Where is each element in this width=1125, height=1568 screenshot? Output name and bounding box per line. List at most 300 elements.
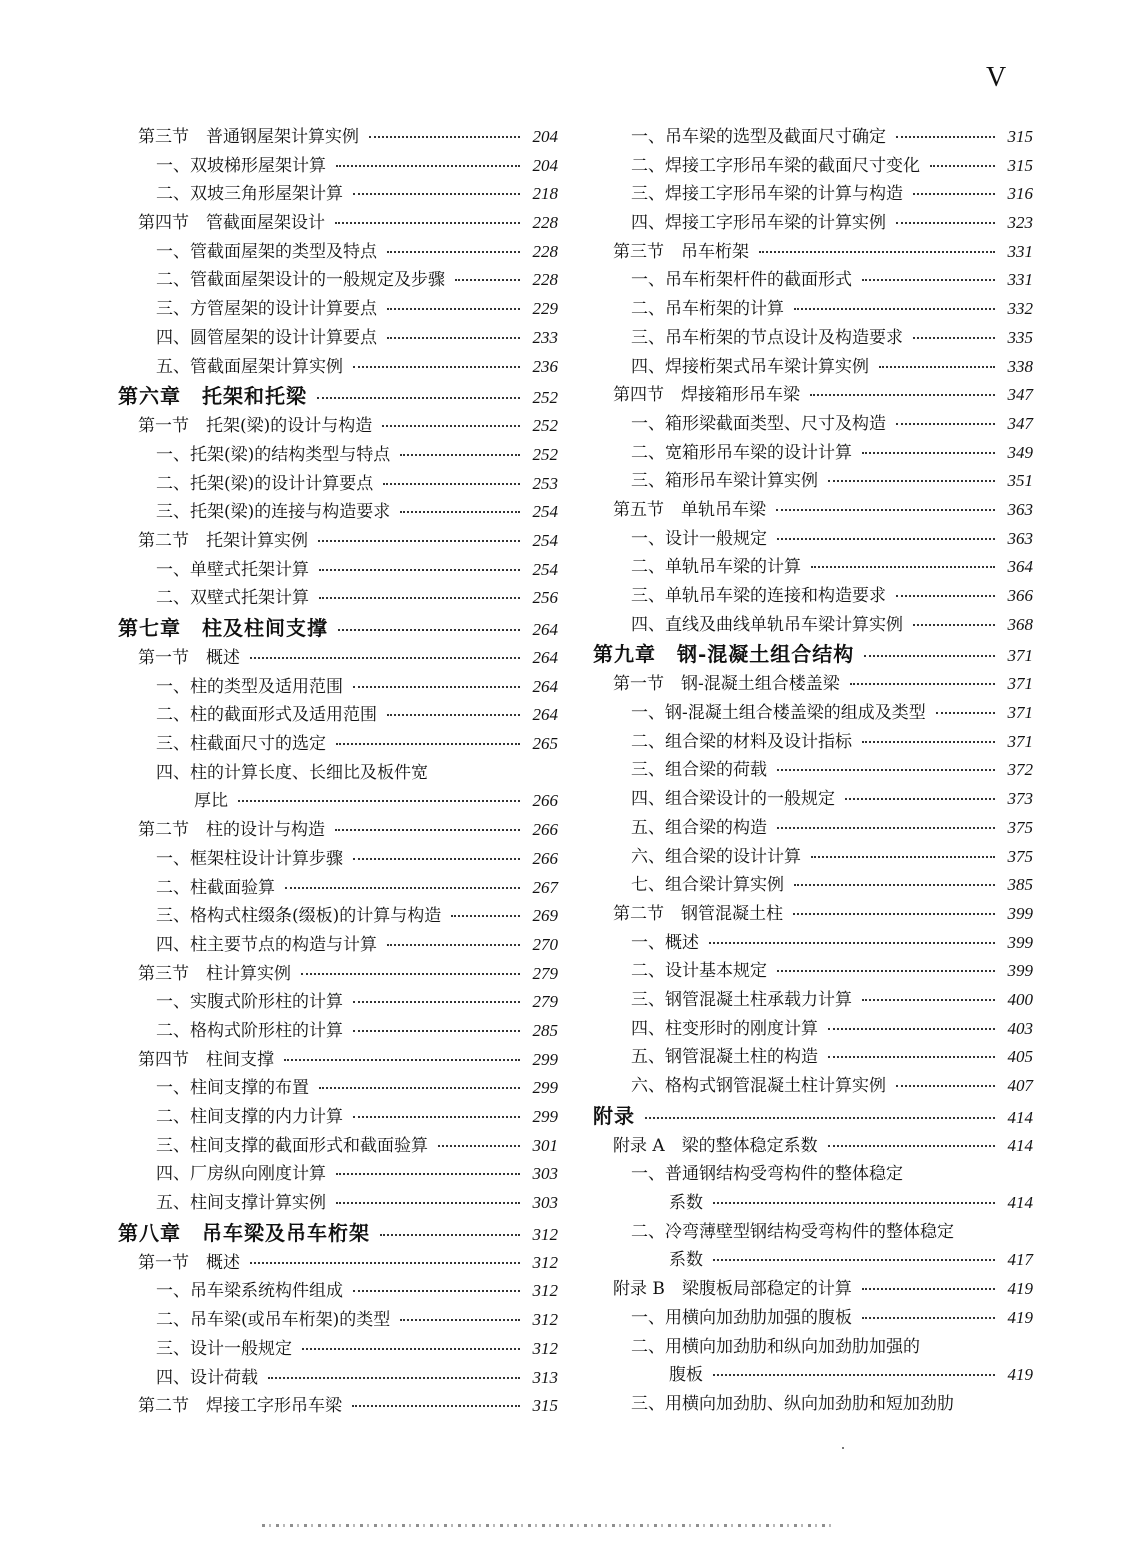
toc-entry-title: 第一节 托架(梁)的设计与构造 [138,416,373,437]
toc-entry-section [593,380,1033,409]
dot-leader [387,308,520,310]
dot-leader [811,566,995,568]
toc-entry-title: 七、组合梁计算实例 [631,875,784,896]
toc-entry-page-number: 269 [532,906,558,926]
dot-leader [353,858,520,860]
toc-entry-title: 四、焊接桁架式吊车梁计算实例 [631,356,869,377]
dot-leader [896,136,995,138]
toc-entry-title: 五、柱间支撑计算实例 [156,1193,326,1214]
toc-entry-title: 第一节 概述 [138,648,240,668]
dot-leader [862,1317,995,1319]
toc-entry-page-number: 254 [532,502,558,522]
dot-leader [336,165,520,167]
dot-leader [353,1290,520,1292]
toc-entry-page-number: 419 [1007,1279,1033,1299]
dot-leader [319,597,520,599]
toc-entry-title: 附录 [593,1103,635,1128]
toc-entry-page-number: 313 [532,1367,558,1387]
toc-entry-page-number: 312 [532,1338,558,1358]
toc-entry-page-number: 266 [532,820,558,840]
toc-entry-title: 一、设计一般规定 [631,528,767,549]
toc-entry-section [118,411,558,440]
toc-entry-item [118,930,558,959]
toc-entry-item [593,870,1033,899]
toc-entry-title: 四、直线及曲线单轨吊车梁计算实例 [631,614,903,635]
toc-entry-title: 第二节 托架计算实例 [138,530,308,551]
toc-entry-item [118,497,558,526]
toc-entry-title: 第三节 吊车桁架 [613,241,749,262]
toc-entry-title: 三、柱间支撑的截面形式和截面验算 [156,1135,428,1156]
toc-entry-item [118,700,558,729]
toc-entry-page-number: 204 [532,155,558,175]
toc-entry-page-number: 368 [1007,614,1033,634]
toc-entry-title: 三、箱形吊车梁计算实例 [631,471,818,492]
toc-entry-title: 四、组合梁设计的一般规定 [631,789,835,810]
toc-entry-item [118,1102,558,1131]
toc-entry-item [118,265,558,294]
toc-entry-page-number: 316 [1007,184,1033,204]
toc-entry-page-number: 347 [1007,413,1033,433]
toc-entry-item [593,323,1033,352]
toc-entry-item [593,698,1033,727]
toc-entry-appitem [593,1332,1033,1361]
toc-entry-title: 第五节 单轨吊车梁 [613,499,766,520]
toc-entry-title: 一、吊车桁架杆件的截面形式 [631,270,852,291]
dot-leader [777,827,995,829]
toc-entry-page-number: 236 [532,356,558,376]
toc-entry-title: 四、圆管屋架的设计计算要点 [156,327,377,348]
toc-entry-item [593,610,1033,639]
toc-entry-page-number: 270 [532,934,558,954]
dot-leader [400,1319,520,1321]
toc-left-column [118,122,558,1420]
toc-entry-item [118,151,558,180]
toc-entry-title: 一、钢-混凝土组合楼盖梁的组成及类型 [631,703,926,724]
toc-entry-title: 第二节 柱的设计与构造 [138,820,325,841]
toc-entry-item [593,956,1033,985]
toc-entry-title: 一、普通钢结构受弯构件的整体稳定 [631,1164,903,1185]
toc-entry-title: 第二节 钢管混凝土柱 [613,903,783,924]
toc-entry-page-number: 351 [1007,471,1033,491]
toc-entry-title: 一、托架(梁)的结构类型与特点 [156,444,391,465]
dot-leader [238,800,520,802]
toc-entry-page-number: 312 [532,1281,558,1301]
toc-entry-page-number: 371 [1007,646,1033,666]
toc-entry-item [593,1042,1033,1071]
dot-leader [382,425,520,427]
toc-entry-page-number: 371 [1007,674,1033,694]
toc-entry-page-number: 264 [532,620,558,639]
toc-entry-page-number: 267 [532,877,558,897]
toc-entry-item [118,323,558,352]
dot-leader [793,913,995,915]
dot-leader [318,540,520,542]
toc-entry-appcont [593,1245,1033,1274]
dot-leader [352,1405,520,1407]
dot-leader [896,423,995,425]
toc-entry-page-number: 331 [1007,241,1033,261]
dot-leader [896,222,995,224]
toc-entry-chapter [118,380,558,411]
toc-entry-title: 第二节 焊接工字形吊车梁 [138,1396,342,1417]
toc-entry-title: 三、单轨吊车梁的连接和构造要求 [631,586,886,606]
toc-entry-title: 三、组合梁的荷载 [631,760,767,781]
toc-entry-page-number: 264 [532,705,558,725]
toc-entry-page-number: 266 [532,791,558,811]
toc-entry-item [118,987,558,1016]
toc-right-column [593,122,1033,1418]
dot-leader [913,337,995,339]
dot-leader [850,683,995,685]
toc-entry-title: 一、双坡梯形屋架计算 [156,155,326,176]
toc-entry-title: 第三节 柱计算实例 [138,963,291,984]
toc-entry-title: 二、吊车桁架的计算 [631,299,784,320]
toc-entry-title: 一、概述 [631,932,699,953]
toc-entry-page-number: 312 [532,1224,558,1244]
toc-entry-page-number: 315 [532,1396,558,1416]
toc-entry-item [593,1014,1033,1043]
toc-entry-item [593,438,1033,467]
toc-entry-title: 三、钢管混凝土柱承载力计算 [631,989,852,1010]
toc-entry-title: 二、焊接工字形吊车梁的截面尺寸变化 [631,155,920,176]
dot-leader [713,1202,995,1204]
toc-entry-item [118,1073,558,1102]
dot-leader [794,884,995,886]
toc-entry-page-number: 303 [532,1164,558,1184]
toc-entry-item [118,237,558,266]
toc-entry-page-number: 373 [1007,789,1033,809]
toc-entry-title: 一、吊车梁系统构件组成 [156,1281,343,1302]
toc-entry-page-number: 254 [532,530,558,550]
toc-entry-item [593,122,1033,151]
toc-entry-title: 第四节 焊接箱形吊车梁 [613,385,800,406]
toc-entry-item [593,552,1033,581]
dot-leader [353,686,520,688]
toc-entry-section [118,1045,558,1074]
toc-entry-item [118,1334,558,1363]
dot-leader [336,1202,520,1204]
dot-leader [777,970,995,972]
toc-entry-page-number: 363 [1007,499,1033,519]
toc-entry-title: 第三节 普通钢屋架计算实例 [138,127,359,147]
toc-entry-title: 五、钢管混凝土柱的构造 [631,1047,818,1068]
toc-entry-page-number: 299 [532,1107,558,1126]
toc-entry-section [593,237,1033,266]
toc-entry-page-number: 279 [532,992,558,1012]
dot-leader [759,251,995,253]
toc-entry-title: 二、双壁式托架计算 [156,588,309,609]
toc-entry-item [118,844,558,873]
toc-entry-page-number: 372 [1007,760,1033,780]
toc-entry-section [118,1248,558,1277]
dot-leader [369,136,520,138]
toc-entry-title: 四、设计荷载 [156,1367,258,1388]
toc-entry-item [118,758,558,787]
toc-entry-appitem [593,1217,1033,1246]
toc-entry-title: 二、双坡三角形屋架计算 [156,184,343,205]
toc-entry-item [118,1276,558,1305]
dot-leader [645,1117,995,1119]
dot-leader [336,1173,520,1175]
toc-entry-section [118,643,558,672]
toc-entry-section [118,122,558,151]
dot-leader [387,714,520,716]
toc-entry-section [118,815,558,844]
toc-entry-title: 第七章 柱及柱间支撑 [118,616,328,640]
toc-entry-page-number: 364 [1007,557,1033,577]
toc-entry-item [593,985,1033,1014]
dot-leader [451,915,520,917]
toc-entry-page-number: 252 [532,388,558,408]
dot-leader [777,769,995,771]
scan-artifact-dot [842,1447,844,1449]
dot-leader [383,483,520,485]
toc-entry-title: 二、柱截面验算 [156,877,275,898]
dot-leader [913,193,995,195]
toc-entry-page-number: 366 [1007,586,1033,605]
toc-entry-item [593,1071,1033,1100]
dot-leader [380,1234,520,1236]
toc-entry-appitem [593,1159,1033,1188]
toc-entry-page-number: 252 [532,416,558,436]
toc-entry-title: 一、箱形梁截面类型、尺寸及构造 [631,413,886,434]
toc-entry-item [118,1305,558,1334]
dot-leader [896,595,995,597]
toc-entry-appitem [593,1389,1033,1418]
toc-entry-title: 系数 [669,1250,703,1271]
toc-entry-item [118,1159,558,1188]
dot-leader [336,743,520,745]
dot-leader [828,1028,995,1030]
toc-entry-title: 第八章 吊车梁及吊车桁架 [118,1220,370,1245]
toc-entry-title: 第九章 钢-混凝土组合结构 [593,642,855,667]
dot-leader [353,193,520,195]
dot-leader [335,829,520,831]
toc-entry-page-number: 265 [532,734,558,754]
toc-entry-title: 四、柱的计算长度、长细比及板件宽 [156,762,428,783]
dot-leader [879,366,995,368]
dot-leader [862,279,995,281]
dot-leader [387,337,520,339]
toc-entry-item [593,842,1033,871]
toc-entry-title: 三、吊车桁架的节点设计及构造要求 [631,327,903,348]
dot-leader [284,1059,520,1061]
scan-artifact-line [262,1524,832,1527]
toc-entry-page-number: 233 [532,327,558,347]
dot-leader [335,222,520,224]
toc-entry-title: 二、格构式阶形柱的计算 [156,1020,343,1041]
dot-leader [319,1087,520,1089]
toc-entry-page-number: 315 [1007,155,1033,175]
toc-entry-title: 三、格构式柱缀条(缀板)的计算与构造 [156,906,442,927]
toc-entry-page-number: 323 [1007,213,1033,233]
dot-leader [930,165,995,167]
dot-leader [353,366,520,368]
toc-entry-page-number: 299 [532,1049,558,1069]
toc-entry-page-number: 400 [1007,989,1033,1009]
toc-entry-item [118,1188,558,1217]
toc-entry-section [593,495,1033,524]
toc-entry-page-number: 301 [532,1135,558,1155]
toc-entry-title: 厚比 [194,791,228,812]
toc-entry-page-number: 252 [532,444,558,464]
toc-entry-title: 系数 [669,1193,703,1214]
toc-entry-page-number: 279 [532,963,558,983]
toc-entry-section [593,899,1033,928]
toc-entry-page-number: 414 [1007,1135,1033,1155]
toc-entry-title: 第一节 钢-混凝土组合楼盖梁 [613,674,840,695]
toc-entry-appendix [593,1131,1033,1160]
toc-entry-item [118,672,558,701]
dot-leader [438,1145,520,1147]
toc-entry-page-number: 335 [1007,327,1033,347]
toc-entry-title: 附录 A 梁的整体稳定系数 [613,1135,818,1156]
toc-entry-title: 第四节 柱间支撑 [138,1049,274,1070]
toc-entry-chapter [593,1100,1033,1131]
toc-entry-title: 五、管截面屋架计算实例 [156,356,343,377]
dot-leader [319,569,520,571]
dot-leader [777,538,995,540]
toc-entry-page-number: 371 [1007,703,1033,723]
toc-entry-page-number: 253 [532,473,558,493]
toc-entry-page-number: 229 [532,299,558,319]
toc-entry-page-number: 405 [1007,1047,1033,1067]
toc-entry-title: 二、柱间支撑的内力计算 [156,1107,343,1127]
toc-entry-title: 二、管截面屋架设计的一般规定及步骤 [156,270,445,291]
toc-entry-page-number: 312 [532,1310,558,1330]
toc-entry-page-number: 332 [1007,299,1033,319]
toc-entry-title: 二、组合梁的材料及设计指标 [631,731,852,752]
toc-entry-title: 第四节 管截面屋架设计 [138,213,325,234]
toc-entry-title: 一、柱的类型及适用范围 [156,676,343,697]
dot-leader [794,308,995,310]
toc-entry-item [118,555,558,584]
toc-entry-title: 四、柱变形时的刚度计算 [631,1018,818,1039]
toc-entry-page-number: 375 [1007,846,1033,866]
toc-entry-page-number: 363 [1007,528,1033,548]
toc-entry-page-number: 414 [1007,1193,1033,1213]
toc-entry-page-number: 338 [1007,356,1033,376]
dot-leader [338,629,520,631]
toc-entry-page-number: 256 [532,588,558,608]
toc-entry-page-number: 228 [532,213,558,233]
toc-entry-title: 一、管截面屋架的类型及特点 [156,241,377,262]
toc-entry-page-number: 403 [1007,1018,1033,1038]
dot-leader [387,251,520,253]
toc-entry-chapter [593,638,1033,669]
toc-entry-title: 一、用横向加劲肋加强的腹板 [631,1307,852,1328]
toc-entry-title: 三、柱截面尺寸的选定 [156,734,326,755]
toc-entry-page-number: 399 [1007,903,1033,923]
toc-entry-page-number: 399 [1007,932,1033,952]
toc-entry-title: 二、托架(梁)的设计计算要点 [156,473,374,494]
dot-leader [455,279,520,281]
toc-entry-item [593,352,1033,381]
dot-leader [936,712,995,714]
toc-entry-section [118,208,558,237]
dot-leader [862,1288,995,1290]
dot-leader [811,856,995,858]
toc-entry-item [118,583,558,612]
dot-leader [353,1116,520,1118]
toc-entry-item [118,873,558,902]
toc-entry-section [118,526,558,555]
dot-leader [400,511,520,513]
dot-leader [864,655,995,657]
toc-entry-section [118,1391,558,1420]
toc-entry-item [118,1016,558,1045]
toc-entry-title: 四、柱主要节点的构造与计算 [156,934,377,955]
toc-entry-page-number: 285 [532,1020,558,1040]
dot-leader [353,1001,520,1003]
dot-leader [713,1374,995,1376]
dot-leader [285,887,520,889]
toc-entry-page-number: 349 [1007,442,1033,462]
dot-leader [713,1259,995,1261]
dot-leader [387,944,520,946]
toc-entry-title: 二、单轨吊车梁的计算 [631,557,801,578]
dot-leader [353,1030,520,1032]
toc-entry-section [593,669,1033,698]
toc-entry-page-number: 299 [532,1078,558,1098]
toc-entry-item [118,1363,558,1392]
toc-entry-title: 第六章 托架和托梁 [118,384,307,409]
toc-entry-item [593,581,1033,610]
dot-leader [301,973,520,975]
toc-entry-item [593,784,1033,813]
toc-entry-title: 三、焊接工字形吊车梁的计算与构造 [631,184,903,205]
page-number: V [986,62,1007,93]
toc-entry-page-number: 375 [1007,817,1033,837]
toc-entry-page-number: 419 [1007,1365,1033,1385]
toc-entry-title: 二、柱的截面形式及适用范围 [156,705,377,726]
toc-entry-section [118,959,558,988]
toc-entry-page-number: 228 [532,241,558,261]
toc-entry-title: 腹板 [669,1365,703,1386]
toc-entry-page-number: 218 [532,184,558,204]
toc-entry-title: 一、框架柱设计计算步骤 [156,848,343,869]
toc-entry-appcont [593,1188,1033,1217]
dot-leader [268,1377,520,1379]
toc-entry-page-number: 312 [532,1252,558,1272]
toc-entry-title: 一、单壁式托架计算 [156,559,309,580]
toc-entry-page-number: 407 [1007,1076,1033,1095]
toc-entry-item [593,179,1033,208]
toc-entry-item [593,755,1033,784]
dot-leader [250,1262,520,1264]
toc-entry-item [593,151,1033,180]
toc-entry-item [118,440,558,469]
toc-entry-page-number: 204 [532,127,558,146]
toc-entry-page-number: 254 [532,559,558,579]
toc-entry-item [593,208,1033,237]
toc-entry-appendix [593,1274,1033,1303]
toc-entry-title: 一、柱间支撑的布置 [156,1078,309,1099]
dot-leader [862,741,995,743]
toc-entry-title: 一、吊车梁的选型及截面尺寸确定 [631,127,886,147]
dot-leader [302,1348,520,1350]
toc-entry-page-number: 303 [532,1193,558,1213]
dot-leader [400,454,520,456]
dot-leader [709,942,995,944]
toc-entry-item [593,813,1033,842]
toc-entry-page-number: 331 [1007,270,1033,290]
toc-entry-page-number: 419 [1007,1307,1033,1327]
toc-entry-title: 三、用横向加劲肋、纵向加劲肋和短加劲肋 [631,1393,954,1414]
dot-leader [828,1056,995,1058]
toc-entry-title: 六、格构式钢管混凝土柱计算实例 [631,1076,886,1096]
toc-entry-item [593,265,1033,294]
